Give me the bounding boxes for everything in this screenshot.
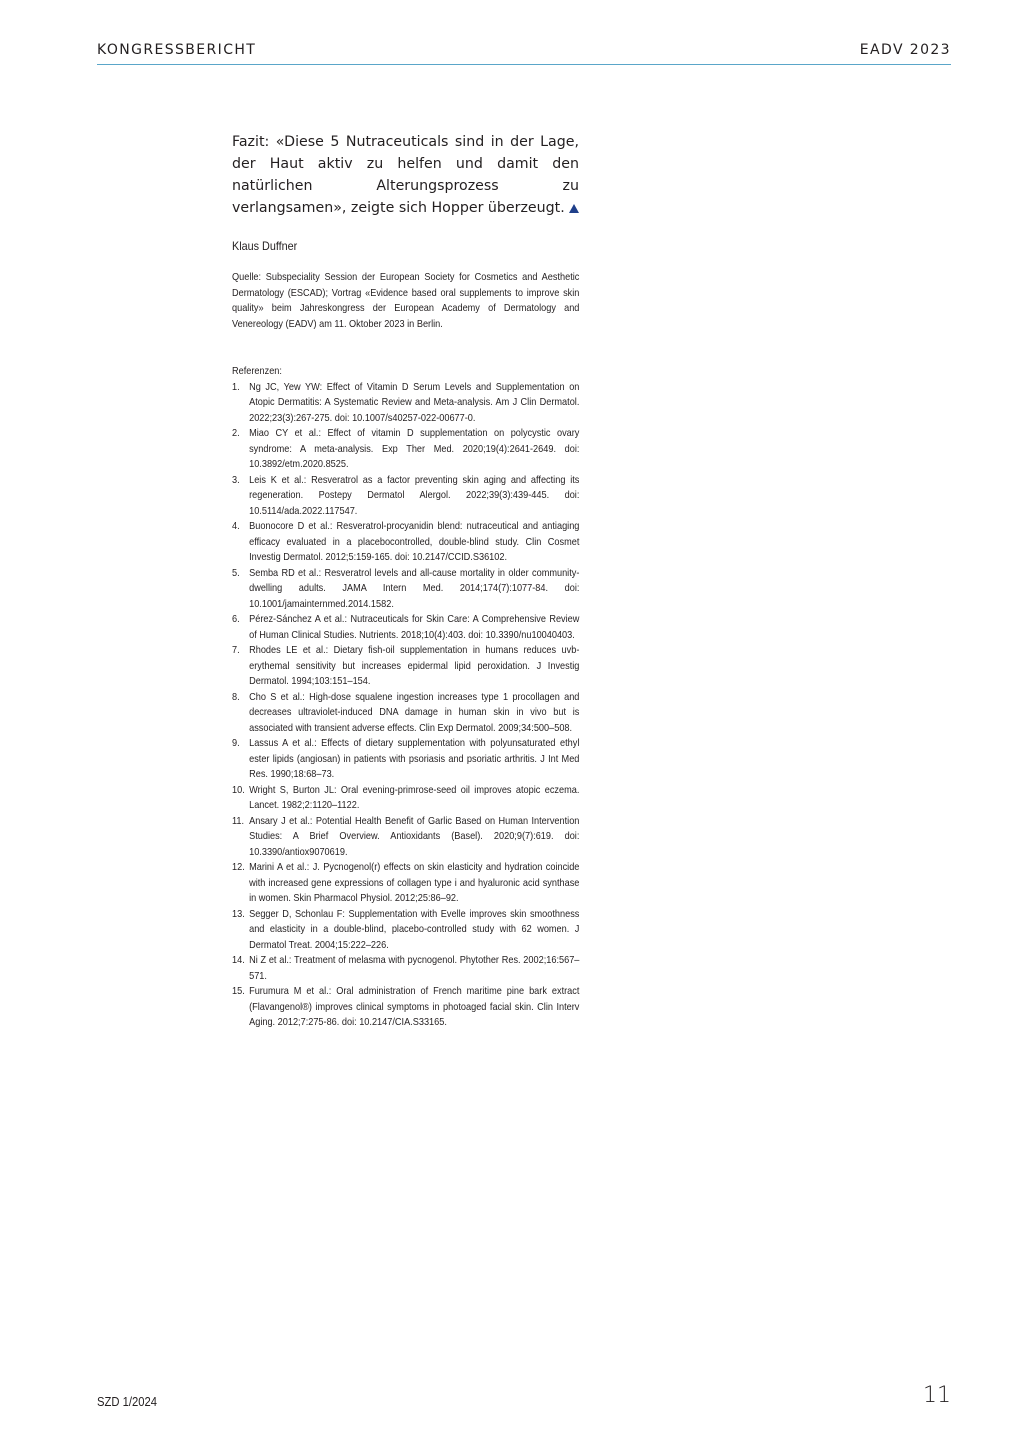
reference-text: Cho S et al.: High-dose squalene ingestion increases type 1 procollagen and decreases ultraviolet-induced DNA damage in human skin in vivo but is associated with transient adverse effects. Clin Exp Dermatol. 2009;34:500–508. <box>249 691 580 734</box>
reference-item <box>232 690 579 737</box>
reference-text: Rhodes LE et al.: Dietary fish-oil supplementation in humans reduces uvb-erythemal sensitivity but increases epidermal lipid peroxidation. J Investig Dermatol. 1994;103:151–154. <box>249 645 580 687</box>
reference-item <box>232 814 579 861</box>
reference-number: 4. <box>232 521 240 532</box>
reference-text: Lassus A et al.: Effects of dietary supplementation with polyunsaturated ethyl ester lipids (angiosan) in patients with psoriasis and psoriatic arthritis. J Int Med Res. 1990;18:68–73. <box>249 738 580 780</box>
reference-text: Leis K et al.: Resveratrol as a factor preventing skin aging and affecting its regeneration. Postepy Dermatol Alergol. 2022;39(3):439-445. doi: 10.5114/ada.2022.117547. <box>249 474 580 517</box>
reference-text: Furumura M et al.: Oral administration of French maritime pine bark extract (Flavangenol®) improves clinical symptoms in photoaged facial skin. Clin Interv Aging. 2012;7:275-86. doi: 10.2147/CIA.S33165. <box>249 986 580 1028</box>
author-name: Klaus Duffner <box>232 239 298 253</box>
reference-text: Pérez-Sánchez A et al.: Nutraceuticals for Skin Care: A Comprehensive Review of Human Clinical Studies. Nutrients. 2018;10(4):403. doi: 10.3390/nu10040403. <box>249 614 580 641</box>
reference-item <box>232 566 579 613</box>
reference-item <box>232 736 579 783</box>
reference-number: 1. <box>232 381 240 393</box>
references-section <box>232 364 579 1031</box>
reference-number: 6. <box>232 614 240 625</box>
reference-item <box>232 783 579 814</box>
reference-item <box>232 426 579 473</box>
reference-text: Marini A et al.: J. Pycnogenol(r) effects on skin elasticity and hydration coincide with increased gene expressions of collagen type i and hyaluronic acid synthase in women. Skin Pharmacol Physiol. 2012;25:86–92. <box>249 862 580 904</box>
reference-text: Ni Z et al.: Treatment of melasma with pycnogenol. Phytother Res. 2002;16:567–571. <box>249 955 580 982</box>
reference-text: Ansary J et al.: Potential Health Benefit of Garlic Based on Human Intervention Studies: A Brief Overview. Antioxidants (Basel). 2020;9(7):619. doi: 10.3390/antiox9070619. <box>249 815 580 858</box>
reference-number: 8. <box>232 691 240 703</box>
congress-label: EADV 2023 <box>859 42 951 58</box>
reference-text: Miao CY et al.: Effect of vitamin D supplementation on polycystic ovary syndrome: A meta-analysis. Exp Ther Med. 2020;19(4):2641-2649. doi: 10.3892/etm.2020.8525. <box>249 428 580 470</box>
reference-item <box>232 907 579 954</box>
reference-item <box>232 643 579 690</box>
reference-text: Wright S, Burton JL: Oral evening-primrose-seed oil improves atopic eczema. Lancet. 1982;2:1120–1122. <box>249 784 580 811</box>
reference-item <box>232 860 579 907</box>
references-title: Referenzen: <box>232 366 282 377</box>
end-of-article-triangle-icon <box>569 204 579 213</box>
reference-number: 9. <box>232 738 240 749</box>
reference-number: 12. <box>232 862 245 873</box>
reference-item <box>232 953 579 984</box>
reference-item <box>232 380 579 427</box>
reference-item <box>232 612 579 643</box>
source-note: Quelle: Subspeciality Session der European Society for Cosmetics and Aesthetic Dermatology (ESCAD); Vortrag «Evidence based oral supplements to improve skin quality» beim Jahreskongress der European Academy of Dermatology and Venereology (EADV) am 11. Oktober 2023 in Berlin. <box>232 272 580 330</box>
reference-item <box>232 473 579 520</box>
reference-number: 15. <box>232 986 245 997</box>
conclusion-paragraph <box>232 131 579 219</box>
reference-number: 3. <box>232 474 240 486</box>
running-header <box>97 40 951 65</box>
section-label: KONGRESSBERICHT <box>97 42 257 58</box>
conclusion-text: Fazit: «Diese 5 Nutraceuticals sind in der Lage, der Haut aktiv zu helfen und damit den natürlichen Alterungsprozess zu verlangsamen», zeigte sich Hopper überzeugt. <box>232 134 579 216</box>
reference-text: Segger D, Schonlau F: Supplementation with Evelle improves skin smoothness and elasticity in a double-blind, placebo-controlled study with 62 women. J Dermatol Treat. 2004;15:222–226. <box>249 908 580 951</box>
reference-number: 10. <box>232 784 245 796</box>
reference-item <box>232 984 579 1031</box>
reference-number: 11. <box>232 815 245 827</box>
reference-text: Ng JC, Yew YW: Effect of Vitamin D Serum Levels and Supplementation on Atopic Dermatitis: A Systematic Review and Meta-analysis. Am J Clin Dermatol. 2022;23(3):267-275. doi: 10.1007/s40257-022-00677-0. <box>249 381 580 424</box>
reference-text: Semba RD et al.: Resveratrol levels and all-cause mortality in older community-dwelling adults. JAMA Intern Med. 2014;174(7):1077-84. doi: 10.1001/jamainternmed.2014.1582. <box>249 567 580 610</box>
reference-text: Buonocore D et al.: Resveratrol-procyanidin blend: nutraceutical and antiaging efficacy evaluated in a placebocontrolled, double-blind study. Clin Cosmet Investig Dermatol. 2012;5:159-165. doi: 10.2147/CCID.S36102. <box>249 521 580 563</box>
reference-number: 13. <box>232 908 245 920</box>
reference-number: 7. <box>232 645 240 656</box>
issue-number: SZD 1/2024 <box>97 1395 158 1409</box>
reference-number: 2. <box>232 428 240 439</box>
reference-item <box>232 519 579 566</box>
reference-number: 5. <box>232 567 240 579</box>
reference-number: 14. <box>232 955 245 966</box>
references-list <box>232 380 579 1031</box>
page-number: 11 <box>923 1383 951 1408</box>
